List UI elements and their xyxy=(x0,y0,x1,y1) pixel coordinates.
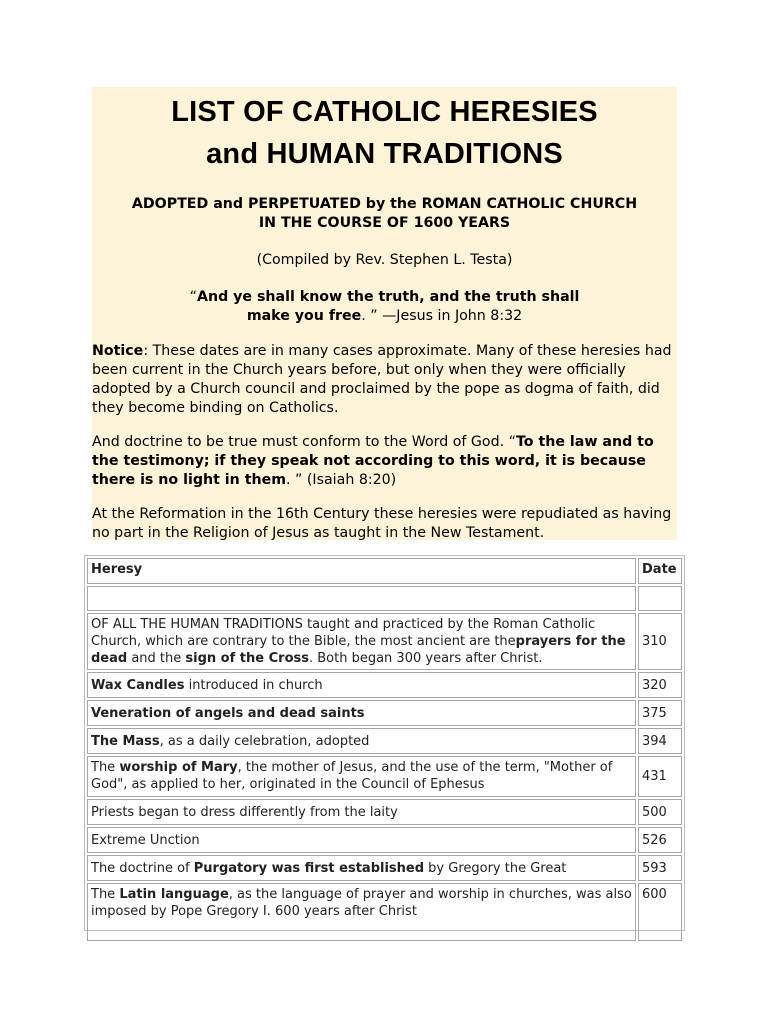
column-header-date: Date xyxy=(638,558,682,584)
table-row xyxy=(87,613,682,670)
date-cell: 320 xyxy=(638,672,682,698)
table-row xyxy=(87,756,682,797)
table-header-row xyxy=(87,558,682,584)
date-cell: 310 xyxy=(638,613,682,670)
date-cell: 394 xyxy=(638,728,682,754)
column-header-heresy: Heresy xyxy=(87,558,636,584)
date-cell: 431 xyxy=(638,756,682,797)
table-row xyxy=(87,799,682,825)
heresy-table xyxy=(84,555,685,931)
heresy-cell: Extreme Unction xyxy=(87,827,636,853)
table-row xyxy=(87,700,682,726)
heresy-cell: Wax Candles introduced in church xyxy=(87,672,636,698)
intro-box xyxy=(92,87,677,540)
date-cell: 600 xyxy=(638,883,682,941)
subtitle: ADOPTED and PERPETUATED by the ROMAN CATHOLIC CHURCH IN THE COURSE OF 1600 YEARS xyxy=(131,196,638,231)
heresy-cell: OF ALL THE HUMAN TRADITIONS taught and practiced by the Roman Catholic Church, which are contrary to the Bible, the most ancient are theprayers for the dead and the sign of the Cross. Both began 300 years after Christ. xyxy=(87,613,636,670)
page-title xyxy=(92,87,677,175)
date-cell: 500 xyxy=(638,799,682,825)
doctrine-paragraph: And doctrine to be true must conform to the Word of God. “To the law and to the testimony; if they speak not according to this word, it is because there is no light in them. ” (Isaiah 8:20) xyxy=(92,434,654,488)
heresy-cell: The Latin language, as the language of prayer and worship in churches, was also imposed by Pope Gregory I. 600 years after Christ xyxy=(87,883,636,941)
compiled-by: (Compiled by Rev. Stephen L. Testa) xyxy=(256,252,513,268)
table-row xyxy=(87,672,682,698)
heresy-cell: The Mass, as a daily celebration, adopted xyxy=(87,728,636,754)
heresy-cell: The worship of Mary, the mother of Jesus, and the use of the term, "Mother of God", as applied to her, originated in the Council of Ephesus xyxy=(87,756,636,797)
date-cell: 526 xyxy=(638,827,682,853)
title-line-2: and HUMAN TRADITIONS xyxy=(206,138,563,170)
title-line-1: LIST OF CATHOLIC HERESIES xyxy=(171,96,598,128)
date-cell: 375 xyxy=(638,700,682,726)
table-row xyxy=(87,728,682,754)
table-row-empty xyxy=(87,586,682,611)
table-row xyxy=(87,855,682,881)
table-row xyxy=(87,883,682,941)
table-row xyxy=(87,827,682,853)
heresy-cell: Veneration of angels and dead saints xyxy=(87,700,636,726)
heresy-cell: The doctrine of Purgatory was first established by Gregory the Great xyxy=(87,855,636,881)
notice-paragraph: Notice: These dates are in many cases approximate. Many of these heresies had been current in the Church years before, but only when they were officially adopted by a Church council and proclaimed by the pope as dogma of faith, did they become binding on Catholics. xyxy=(92,343,672,416)
notice-label: Notice xyxy=(92,343,144,359)
heresy-cell: Priests began to dress differently from the laity xyxy=(87,799,636,825)
scripture-quote: “And ye shall know the truth, and the truth shall make you free. ” —Jesus in John 8:32 xyxy=(189,289,580,324)
reformation-paragraph: At the Reformation in the 16th Century these heresies were repudiated as having no part in the Religion of Jesus as taught in the New Testament. xyxy=(92,506,672,541)
date-cell: 593 xyxy=(638,855,682,881)
